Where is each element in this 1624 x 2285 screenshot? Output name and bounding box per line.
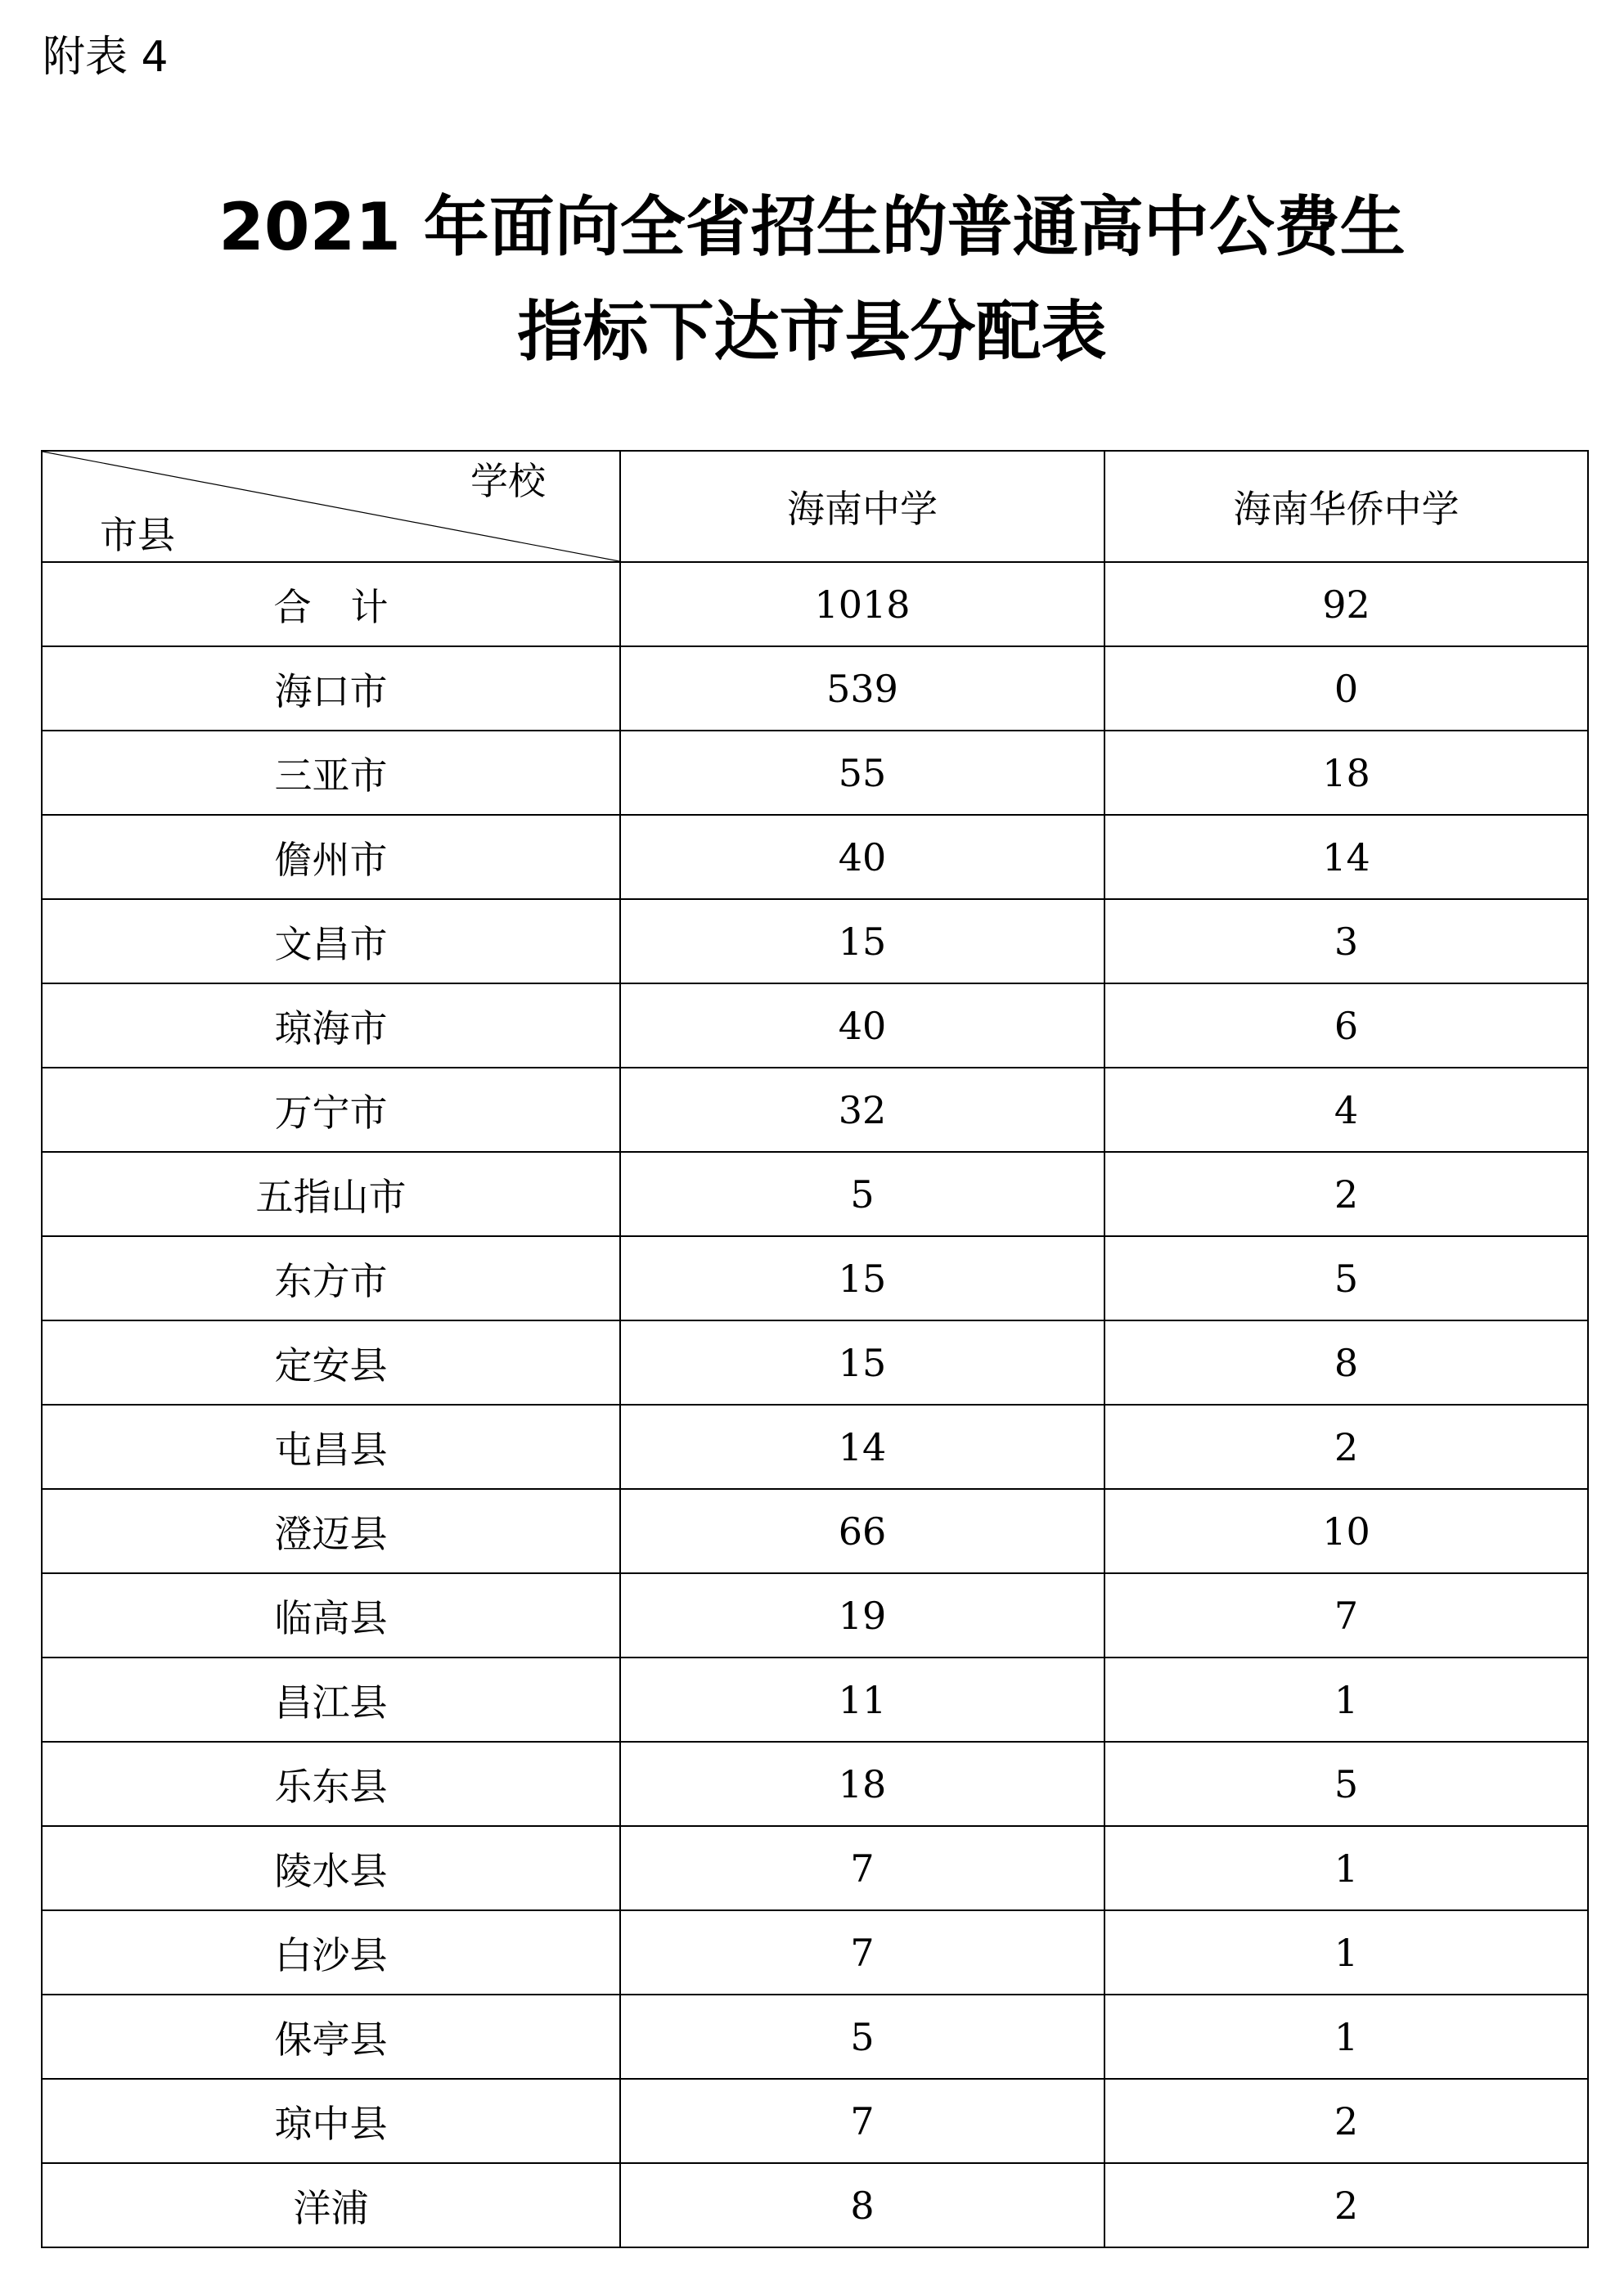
city-cell: 保亭县 [42, 1995, 620, 2079]
value-cell: 3 [1104, 899, 1588, 983]
value-cell: 7 [620, 2079, 1104, 2163]
table-row [42, 1320, 1588, 1405]
value-cell: 539 [620, 646, 1104, 731]
table-row [42, 815, 1588, 899]
city-cell: 万宁市 [42, 1068, 620, 1152]
table-row [42, 1826, 1588, 1910]
value-cell: 40 [620, 815, 1104, 899]
city-cell: 五指山市 [42, 1152, 620, 1236]
city-cell: 屯昌县 [42, 1405, 620, 1489]
attachment-label: 附表 4 [43, 33, 169, 82]
value-cell: 2 [1104, 2163, 1588, 2247]
value-cell: 5 [620, 1995, 1104, 2079]
city-cell: 东方市 [42, 1236, 620, 1320]
value-cell: 55 [620, 731, 1104, 815]
city-cell: 临高县 [42, 1573, 620, 1658]
city-cell: 海口市 [42, 646, 620, 731]
value-cell: 18 [620, 1742, 1104, 1826]
value-cell: 19 [620, 1573, 1104, 1658]
value-cell: 4 [1104, 1068, 1588, 1152]
value-cell: 5 [620, 1152, 1104, 1236]
city-cell: 陵水县 [42, 1826, 620, 1910]
value-cell: 66 [620, 1489, 1104, 1573]
value-cell: 10 [1104, 1489, 1588, 1573]
table-row [42, 646, 1588, 731]
table-row [42, 1995, 1588, 2079]
table-row [42, 1405, 1588, 1489]
total-label: 合计 [273, 584, 428, 629]
column-header-hainan-overseas-chinese-middle-school: 海南华侨中学 [1104, 451, 1588, 562]
table-row [42, 1742, 1588, 1826]
value-cell: 2 [1104, 1152, 1588, 1236]
city-cell: 琼中县 [42, 2079, 620, 2163]
city-axis-label: 市县 [100, 513, 175, 557]
city-cell: 澄迈县 [42, 1489, 620, 1573]
value-cell: 2 [1104, 1405, 1588, 1489]
value-cell: 15 [620, 1236, 1104, 1320]
city-cell: 白沙县 [42, 1910, 620, 1995]
city-cell: 琼海市 [42, 983, 620, 1068]
column-header-hainan-middle-school: 海南中学 [620, 451, 1104, 562]
value-cell: 1 [1104, 1826, 1588, 1910]
value-cell: 18 [1104, 731, 1588, 815]
city-cell: 乐东县 [42, 1742, 620, 1826]
city-cell: 三亚市 [42, 731, 620, 815]
table-row [42, 1236, 1588, 1320]
value-cell: 8 [620, 2163, 1104, 2247]
table-row [42, 1489, 1588, 1573]
table-row [42, 1068, 1588, 1152]
table-header-row [42, 451, 1588, 562]
value-cell: 7 [620, 1826, 1104, 1910]
total-label-cell [42, 562, 620, 646]
total-row [42, 562, 1588, 646]
total-value-cell: 92 [1104, 562, 1588, 646]
value-cell: 2 [1104, 2079, 1588, 2163]
table-row [42, 899, 1588, 983]
value-cell: 14 [620, 1405, 1104, 1489]
school-axis-label: 学校 [470, 459, 546, 503]
document-title-line-2: 指标下达市县分配表 [517, 294, 1107, 370]
table-row [42, 1658, 1588, 1742]
value-cell: 1 [1104, 1658, 1588, 1742]
total-value-cell: 1018 [620, 562, 1104, 646]
value-cell: 7 [1104, 1573, 1588, 1658]
city-cell: 洋浦 [42, 2163, 620, 2247]
document-title-line-1: 2021 年面向全省招生的普通高中公费生 [218, 189, 1406, 265]
value-cell: 8 [1104, 1320, 1588, 1405]
value-cell: 14 [1104, 815, 1588, 899]
value-cell: 15 [620, 1320, 1104, 1405]
value-cell: 1 [1104, 1910, 1588, 1995]
value-cell: 11 [620, 1658, 1104, 1742]
table-row [42, 1573, 1588, 1658]
value-cell: 1 [1104, 1995, 1588, 2079]
table-row [42, 1152, 1588, 1236]
table-row [42, 2163, 1588, 2247]
table-row [42, 983, 1588, 1068]
value-cell: 5 [1104, 1742, 1588, 1826]
value-cell: 32 [620, 1068, 1104, 1152]
value-cell: 0 [1104, 646, 1588, 731]
quota-allocation-table [41, 450, 1589, 2248]
table-row [42, 2079, 1588, 2163]
diagonal-header-cell [42, 451, 620, 562]
city-cell: 文昌市 [42, 899, 620, 983]
table-row [42, 731, 1588, 815]
city-cell: 儋州市 [42, 815, 620, 899]
value-cell: 40 [620, 983, 1104, 1068]
value-cell: 6 [1104, 983, 1588, 1068]
table-row [42, 1910, 1588, 1995]
value-cell: 5 [1104, 1236, 1588, 1320]
city-cell: 昌江县 [42, 1658, 620, 1742]
city-cell: 定安县 [42, 1320, 620, 1405]
value-cell: 15 [620, 899, 1104, 983]
value-cell: 7 [620, 1910, 1104, 1995]
